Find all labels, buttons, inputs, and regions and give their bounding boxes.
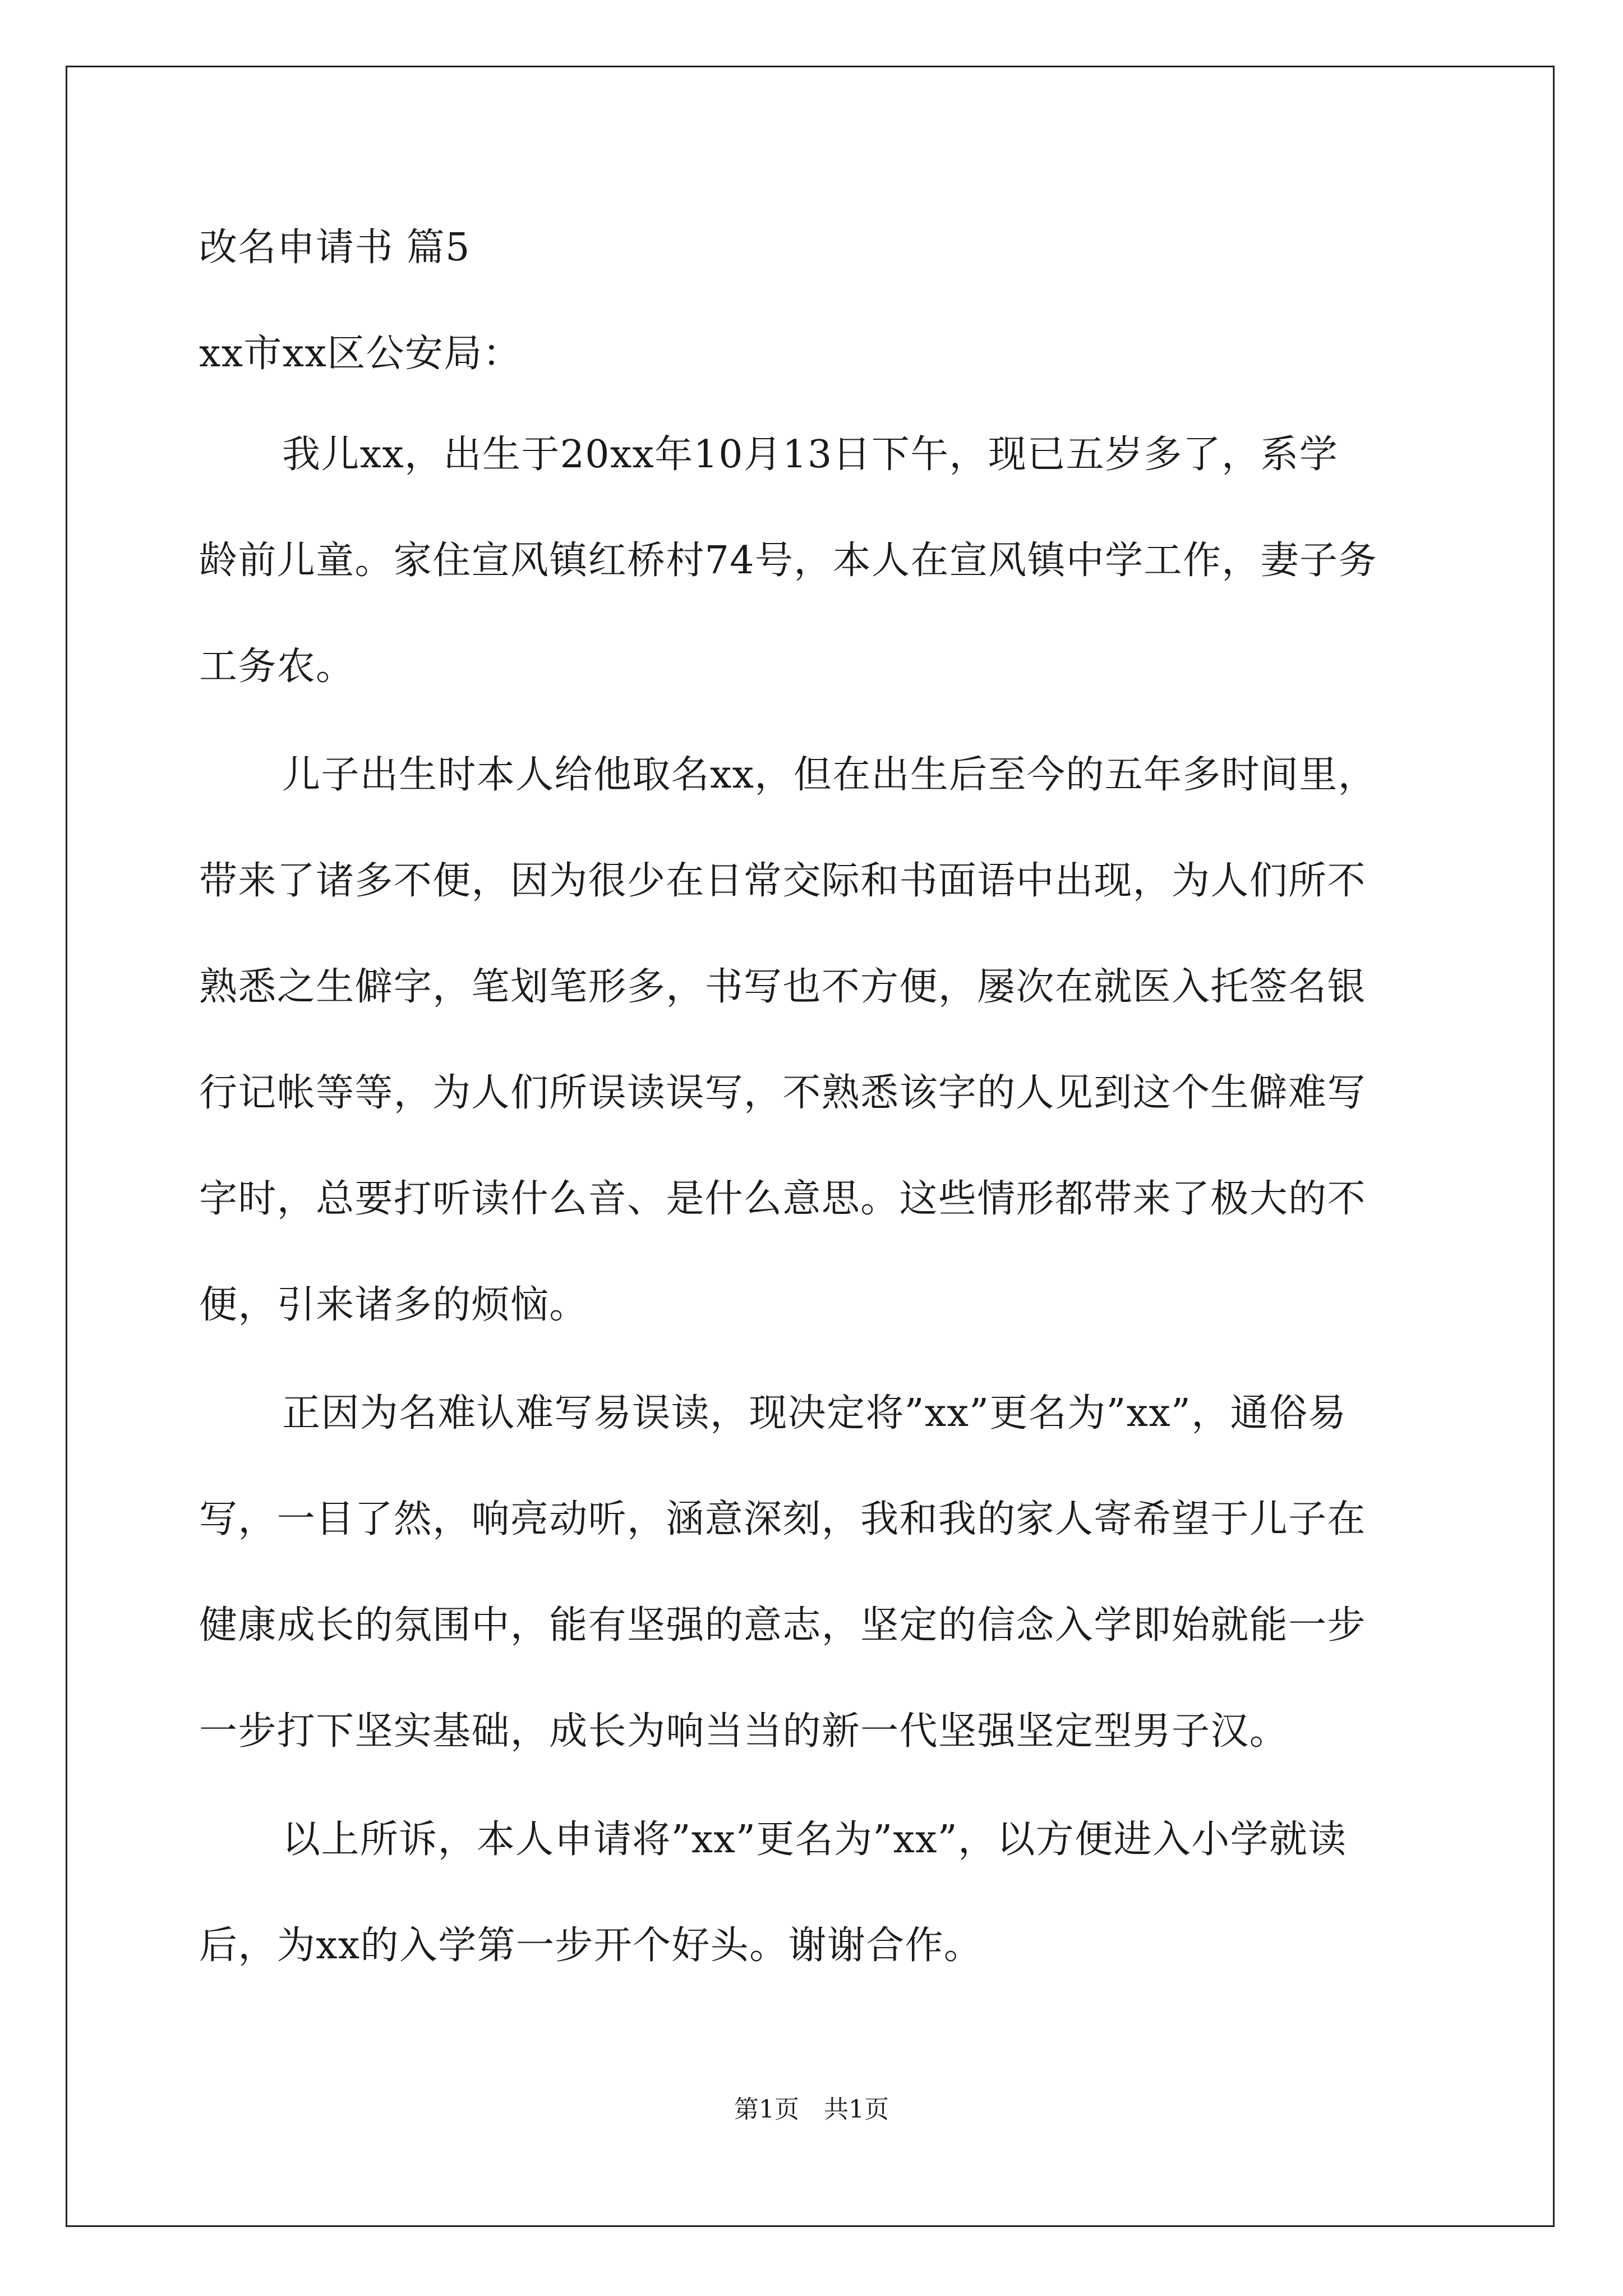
document-title: 改名申请书 篇5 bbox=[199, 226, 471, 270]
paragraph-line: 熟悉之生僻字，笔划笔形多，书写也不方便，屡次在就医入托签名银 bbox=[199, 965, 1366, 1009]
paragraph-line: 后，为xx的入学第一步开个好头。谢谢合作。 bbox=[199, 1924, 983, 1968]
paragraph-line: 写，一目了然，响亮动听，涵意深刻，我和我的家人寄希望于儿子在 bbox=[199, 1497, 1366, 1542]
paragraph-line: 以上所诉，本人申请将”xx”更名为”xx”，以方便进入小学就读 bbox=[282, 1818, 1347, 1862]
paragraph-line: 行记帐等等，为人们所误读误写，不熟悉该字的人见到这个生僻难写 bbox=[199, 1071, 1366, 1115]
salutation: xx市xx区公安局： bbox=[199, 332, 522, 376]
paragraph-line: 儿子出生时本人给他取名xx，但在出生后至今的五年多时间里， bbox=[282, 753, 1377, 797]
page-number-footer: 第1页 共1页 bbox=[734, 2095, 889, 2124]
paragraph-2 bbox=[199, 749, 1436, 1332]
paragraph-line: 工务农。 bbox=[199, 645, 355, 689]
paragraph-line: 字时，总要打听读什么音、是什么意思。这些情形都带来了极大的不 bbox=[199, 1177, 1366, 1221]
paragraph-line: 健康成长的氛围中，能有坚强的意志，坚定的信念入学即始就能一步 bbox=[199, 1603, 1366, 1648]
paragraph-line: 便，引来诸多的烦恼。 bbox=[199, 1283, 588, 1327]
paragraph-line: 一步打下坚实基础，成长为响当当的新一代坚强坚定型男子汉。 bbox=[199, 1709, 1289, 1754]
paragraph-4 bbox=[199, 1814, 1436, 1972]
paragraph-line: 带来了诸多不便，因为很少在日常交际和书面语中出现，为人们所不 bbox=[199, 859, 1366, 903]
paragraph-line: 正因为名难认难写易误读，现决定将”xx”更名为”xx”，通俗易 bbox=[282, 1391, 1347, 1435]
paragraph-3 bbox=[199, 1387, 1436, 1758]
paragraph-line: 我儿xx，出生于20xx年10月13日下午，现已五岁多了，系学 bbox=[282, 432, 1339, 477]
document-body bbox=[199, 222, 1436, 2028]
paragraph-line: 龄前儿童。家住宣风镇红桥村74号，本人在宣风镇中学工作，妻子务 bbox=[199, 539, 1377, 583]
paragraph-1 bbox=[199, 429, 1436, 693]
